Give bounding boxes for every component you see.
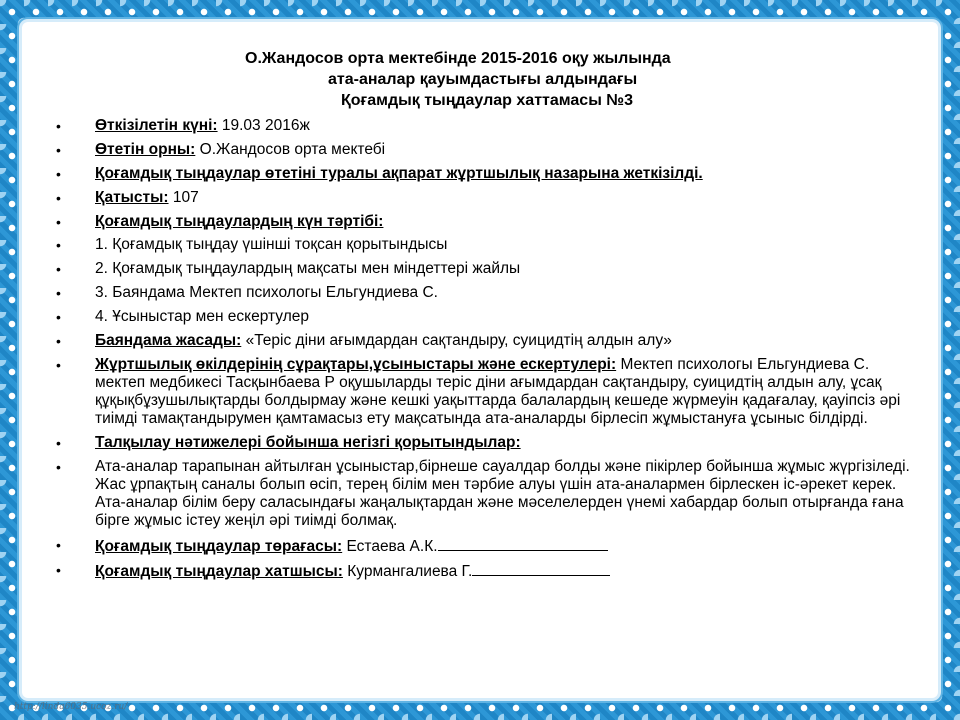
signature-line bbox=[472, 561, 610, 576]
bullet-icon: • bbox=[56, 434, 61, 451]
bullet-icon: • bbox=[56, 458, 61, 475]
item-text: Естаева А.К. bbox=[342, 537, 438, 555]
item-label: Қоғамдық тыңдаулардың күн тәртібі: bbox=[95, 212, 384, 230]
slide-page bbox=[22, 22, 938, 698]
item-label: Баяндама жасады: bbox=[95, 332, 242, 350]
list-item-report bbox=[22, 332, 938, 350]
watermark-url: http://linda6035.ucoz.ru/ bbox=[14, 702, 128, 712]
document-title bbox=[22, 48, 938, 111]
list-item-secretary bbox=[22, 561, 938, 581]
item-text: 107 bbox=[168, 188, 199, 206]
item-label: Өтетін орны: bbox=[95, 140, 196, 158]
list-item-agenda-2 bbox=[22, 260, 938, 278]
title-line-2: ата-аналар қауымдастығы алдындағы bbox=[328, 71, 638, 88]
item-label: Өткізілетін күні: bbox=[95, 117, 218, 134]
item-label: Қоғамдық тыңдаулар хатшысы: bbox=[95, 563, 343, 581]
item-label: Қоғамдық тыңдаулар өтетіні туралы ақпарат жұртшылық назарына жеткізілді. bbox=[95, 164, 703, 182]
bullet-icon: • bbox=[56, 562, 61, 579]
item-label: Жұртшылық өкілдерінің сұрақтары,ұсыныстары және ескертулері: bbox=[95, 355, 617, 373]
bullet-icon: • bbox=[56, 309, 61, 326]
list-item-attendance bbox=[22, 189, 938, 207]
list-item-conclusions bbox=[22, 458, 938, 530]
bullet-icon: • bbox=[56, 536, 61, 553]
item-text: Курмангалиева Г. bbox=[342, 563, 473, 581]
list-item-public-comments bbox=[22, 356, 938, 428]
signature-line bbox=[438, 536, 608, 551]
item-text: 2. Қоғамдық тыңдаулардың мақсаты мен міндеттері жайлы bbox=[95, 260, 521, 278]
item-text: Ата-аналар тарапынан айтылған ұсыныстар,бірнеше сауалдар болды және пікірлер бойынша жұмыс жүргізіледі. Жас ұрпақтың саналы болып өсіп, терең білім мен тәрбие алуы үшін ата-аналармен бірлескен іс-әрекет керек. Ата-аналар білім беру саласындағы жаңалықтардан және мәселелерден үнемі хабардар болып отырғанда ғана бірге жұмыс істеу жеңіл әрі тиімді болмақ. bbox=[95, 457, 910, 529]
title-line-1: О.Жандосов орта мектебінде 2015-2016 оқу жылында bbox=[245, 50, 671, 67]
item-text: 4. Ұсыныстар мен ескертулер bbox=[95, 308, 310, 326]
bullet-icon: • bbox=[56, 141, 61, 158]
list-item-conclusions-heading bbox=[22, 434, 938, 452]
item-label: Қатысты: bbox=[95, 188, 169, 206]
bullet-list bbox=[22, 117, 938, 587]
list-item-agenda-3 bbox=[22, 284, 938, 302]
item-text: 3. Баяндама Мектеп психологы Ельгундиева С. bbox=[95, 284, 438, 302]
item-text: О.Жандосов орта мектебі bbox=[195, 140, 386, 158]
bullet-icon: • bbox=[56, 237, 61, 254]
list-item-agenda-4 bbox=[22, 308, 938, 326]
bullet-icon: • bbox=[56, 261, 61, 278]
item-label: Қоғамдық тыңдаулар төрағасы: bbox=[95, 537, 343, 555]
bullet-icon: • bbox=[56, 285, 61, 302]
bullet-icon: • bbox=[56, 118, 61, 134]
bullet-icon: • bbox=[56, 356, 61, 373]
bullet-icon: • bbox=[56, 189, 61, 206]
bullet-icon: • bbox=[56, 165, 61, 182]
item-text: Мектеп психологы Ельгундиева С. мектеп медбикесі Тасқынбаева Р оқушыларды теріс діни ағымдардан сақтандыру, суицидтің алдын алу, ұсақ құқықбұзушылықтарды болдырмау және кешкі уақыттарда балалардың кешеде жүрмеуін қадағалау, қауіпсіз әрі тиімді тамақтандырумен қамтамасыз ету мақсатында ата-аналарды бірлесіп жұмыстануға ұсыныс білдірді. bbox=[95, 355, 901, 427]
bullet-icon: • bbox=[56, 213, 61, 230]
list-item-chairperson bbox=[22, 536, 938, 556]
item-text: 1. Қоғамдық тыңдау үшінші тоқсан қорытындысы bbox=[95, 236, 448, 254]
item-text: 19.03 2016ж bbox=[217, 117, 310, 134]
list-item-agenda-1 bbox=[22, 236, 938, 254]
item-label: Талқылау нәтижелері бойынша негізгі қорытындылар: bbox=[95, 433, 521, 451]
list-item-place bbox=[22, 141, 938, 159]
title-line-3: Қоғамдық тыңдаулар хаттамасы №3 bbox=[341, 92, 634, 109]
list-item-agenda-heading bbox=[22, 213, 938, 231]
list-item-announcement bbox=[22, 165, 938, 183]
list-item-date bbox=[22, 117, 938, 135]
bullet-icon: • bbox=[56, 333, 61, 350]
item-text: «Теріс діни ағымдардан сақтандыру, суицидтің алдын алу» bbox=[241, 332, 672, 350]
